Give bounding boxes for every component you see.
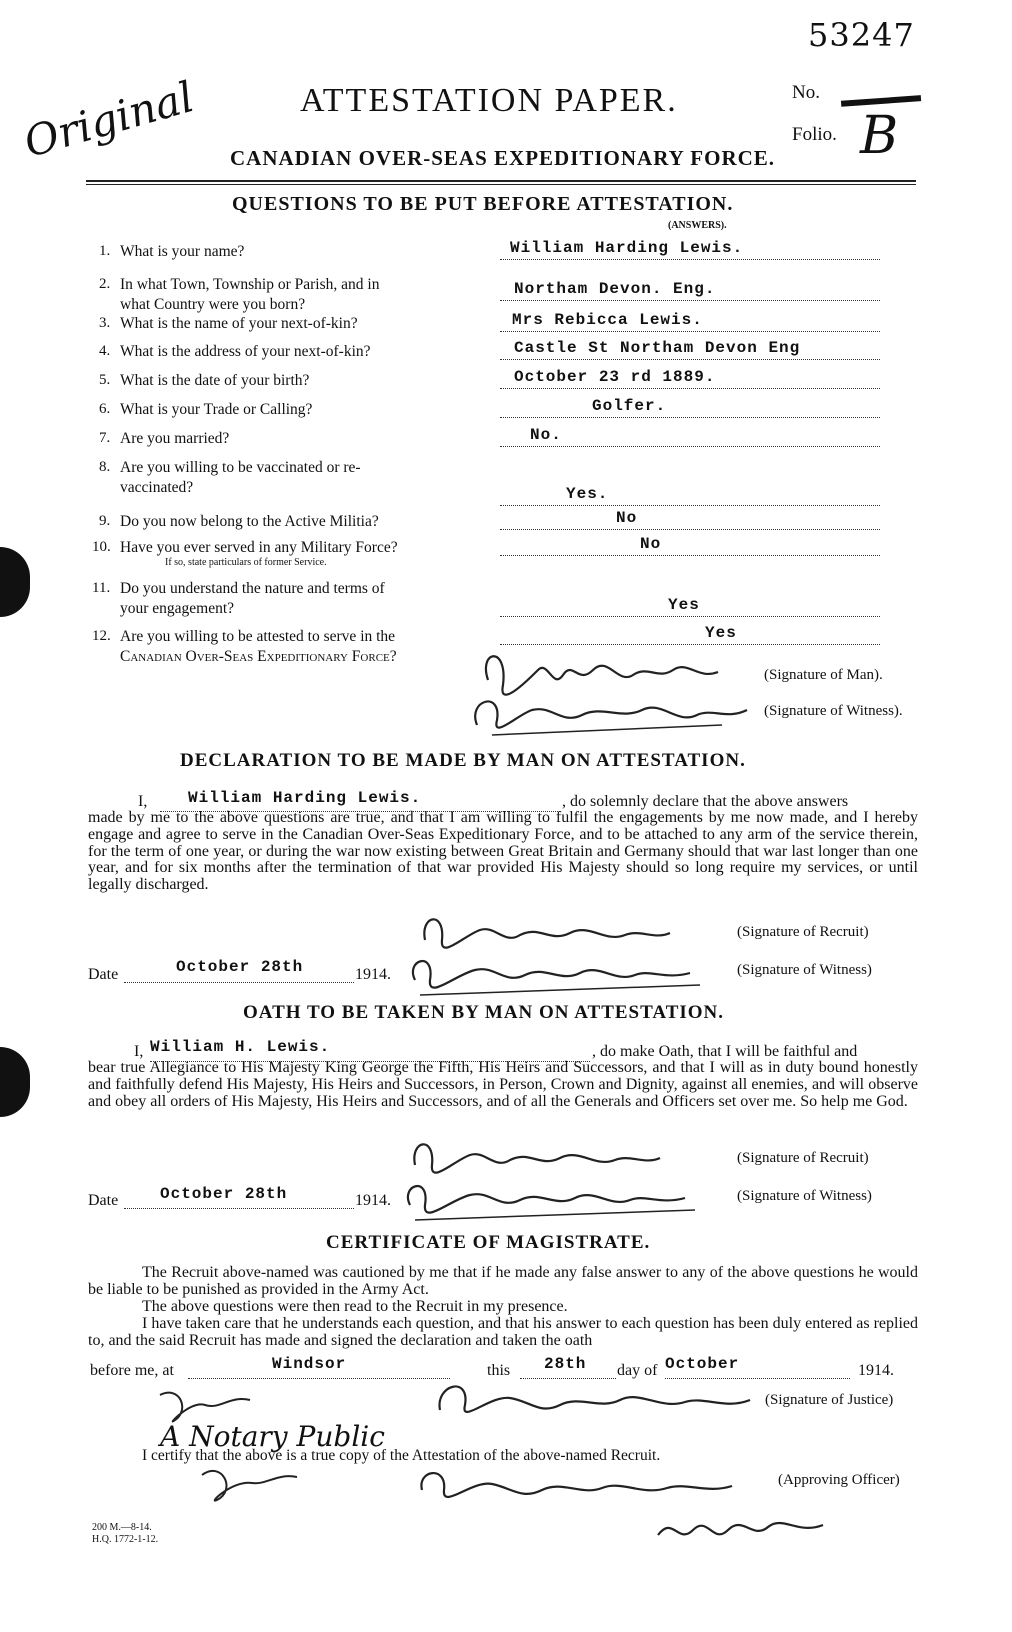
page-title: ATTESTATION PAPER. bbox=[300, 82, 678, 119]
magistrate-day: 28th bbox=[544, 1355, 587, 1373]
magistrate-heading: CERTIFICATE OF MAGISTRATE. bbox=[326, 1232, 651, 1253]
question-number: 10. bbox=[92, 539, 111, 555]
header-rule-2 bbox=[86, 184, 916, 185]
answers-label: (ANSWERS). bbox=[668, 220, 727, 231]
form-number-line2: H.Q. 1772-1-12. bbox=[92, 1534, 159, 1545]
answer-value: October 23 rd 1889. bbox=[514, 368, 716, 386]
question-text-continued: Canadian Over-Seas Expeditionary Force? bbox=[120, 648, 397, 665]
folio-label: Folio. bbox=[792, 124, 837, 145]
question-number: 2. bbox=[99, 276, 111, 292]
question-text: Do you now belong to the Active Militia? bbox=[120, 513, 379, 530]
answer-value: Yes bbox=[705, 624, 737, 642]
declaration-date-label: Date bbox=[88, 966, 119, 983]
question-text: What is the date of your birth? bbox=[120, 372, 310, 389]
question-number: 9. bbox=[99, 513, 111, 529]
approving-signature-initials bbox=[192, 1455, 312, 1515]
oath-name: William H. Lewis. bbox=[150, 1038, 331, 1056]
oath-text1: , do make Oath, that I will be faithful and bbox=[592, 1043, 858, 1060]
oath-sig-recruit-label: (Signature of Recruit) bbox=[737, 1150, 869, 1166]
questions-heading: QUESTIONS TO BE PUT BEFORE ATTESTATION. bbox=[232, 193, 734, 215]
question-number: 4. bbox=[99, 343, 111, 359]
answer-value: Northam Devon. Eng. bbox=[514, 280, 716, 298]
answer-value: Yes bbox=[668, 596, 700, 614]
question-text: What is your name? bbox=[120, 243, 245, 260]
witness-signature bbox=[462, 680, 762, 750]
regimental-number: 53247 bbox=[808, 16, 915, 54]
question-text: What is the address of your next-of-kin? bbox=[120, 343, 371, 360]
answer-value: No bbox=[616, 509, 638, 527]
question-text: Have you ever served in any Military Force? bbox=[120, 539, 398, 556]
declaration-text1: , do solemnly declare that the above answers bbox=[562, 793, 849, 810]
major-signature bbox=[648, 1505, 848, 1565]
oath-heading: OATH TO BE TAKEN BY MAN ON ATTESTATION. bbox=[243, 1002, 725, 1023]
justice-signature bbox=[430, 1370, 770, 1440]
question-text-continued: your engagement? bbox=[120, 600, 235, 617]
oath-prefix: I, bbox=[134, 1043, 144, 1060]
magistrate-place: Windsor bbox=[272, 1355, 347, 1373]
declaration-prefix: I, bbox=[138, 793, 148, 810]
answer-value: No bbox=[640, 535, 662, 553]
declaration-sig-witness-label: (Signature of Witness) bbox=[737, 962, 872, 978]
magistrate-p3: I have taken care that he understands each question, and that his answer to each question has been duly entered as replied to, and the said Recruit has made and signed the declaration and taken the oath bbox=[88, 1315, 918, 1349]
question-number: 11. bbox=[92, 580, 111, 596]
folio-value: B bbox=[860, 106, 899, 166]
magistrate-p2: The above questions were then read to the Recruit in my presence. bbox=[142, 1298, 568, 1315]
question-number: 3. bbox=[99, 315, 111, 331]
question-number: 12. bbox=[92, 628, 111, 644]
question-number: 7. bbox=[99, 430, 111, 446]
answer-value: Golfer. bbox=[592, 397, 667, 415]
day-of-label: day of bbox=[617, 1362, 658, 1379]
question-text: What is the name of your next-of-kin? bbox=[120, 315, 358, 332]
declaration-date: October 28th bbox=[176, 958, 304, 976]
declaration-body: made by me to the above questions are true, and that I am willing to fulfil the engagements by me now made, and I hereby engage and agree to serve in the Canadian Over-Seas Expeditionary Force, and to be attached to any arm of the service therein, for the term of one year, or during the war now existing between Great Britain and Germany should that war last longer than one year, and for six months after the termination of that war provided His Majesty should so long require my services, or until legally discharged. bbox=[88, 809, 918, 894]
notary-public-annotation: A Notary Public bbox=[160, 1420, 385, 1453]
hole-punch bbox=[0, 547, 30, 617]
answer-value: Mrs Rebicca Lewis. bbox=[512, 311, 703, 329]
question-text: Do you understand the nature and terms of bbox=[120, 580, 385, 597]
declaration-name: William Harding Lewis. bbox=[188, 789, 422, 807]
oath-witness-signature bbox=[395, 1170, 715, 1230]
oath-date: October 28th bbox=[160, 1185, 288, 1203]
magistrate-p1: The Recruit above-named was cautioned by me that if he made any false answer to any of the above questions he would be liable to be punished as provided in the Army Act. bbox=[88, 1264, 918, 1298]
question-text: Are you married? bbox=[120, 430, 230, 447]
question-text-continued: what Country were you born? bbox=[120, 296, 306, 313]
question-number: 1. bbox=[99, 243, 111, 259]
answer-value: No. bbox=[530, 426, 562, 444]
page-subtitle: CANADIAN OVER-SEAS EXPEDITIONARY FORCE. bbox=[230, 146, 776, 170]
answer-value: William Harding Lewis. bbox=[510, 239, 744, 257]
oath-date-label: Date bbox=[88, 1192, 119, 1209]
answer-value: Castle St Northam Devon Eng bbox=[514, 339, 801, 357]
question-number: 6. bbox=[99, 401, 111, 417]
hole-punch bbox=[0, 1047, 30, 1117]
form-number-line1: 200 M.—8-14. bbox=[92, 1522, 152, 1533]
question-text: Are you willing to be vaccinated or re- bbox=[120, 459, 361, 476]
declaration-sig-recruit-label: (Signature of Recruit) bbox=[737, 924, 869, 940]
sig-witness-label: (Signature of Witness). bbox=[764, 703, 903, 719]
question-text: In what Town, Township or Parish, and in bbox=[120, 276, 380, 293]
header-rule bbox=[86, 180, 916, 182]
sig-approving-label: (Approving Officer) bbox=[778, 1472, 900, 1488]
sig-justice-label: (Signature of Justice) bbox=[765, 1392, 894, 1408]
before-label: before me, at bbox=[90, 1362, 174, 1379]
struck-number bbox=[839, 65, 921, 106]
question-number: 5. bbox=[99, 372, 111, 388]
this-label: this bbox=[487, 1362, 511, 1379]
answer-value: Yes. bbox=[566, 485, 609, 503]
question-text: Are you willing to be attested to serve in the bbox=[120, 628, 396, 645]
question-text-continued: If so, state particulars of former Service. bbox=[165, 557, 327, 568]
oath-body: bear true Allegiance to His Majesty King George the Fifth, His Heirs and Successors, and that I will as in duty bound honestly and faithfully defend His Majesty, His Heirs and Successors, in Person, Crown and Dignity, against all enemies, and will observe and obey all orders of His Majesty, His Heirs and Successors, and of all the Generals and Officers set over me. So help me God. bbox=[88, 1059, 918, 1110]
no-label: No. bbox=[792, 82, 820, 103]
oath-year: 1914. bbox=[355, 1192, 391, 1209]
question-text-continued: vaccinated? bbox=[120, 479, 194, 496]
magistrate-year: 1914. bbox=[858, 1362, 894, 1379]
declaration-year: 1914. bbox=[355, 966, 391, 983]
original-annotation: Original bbox=[18, 71, 200, 168]
sig-man-label: (Signature of Man). bbox=[764, 667, 883, 683]
oath-sig-witness-label: (Signature of Witness) bbox=[737, 1188, 872, 1204]
declaration-witness-signature bbox=[400, 945, 720, 1005]
question-text: What is your Trade or Calling? bbox=[120, 401, 313, 418]
magistrate-month: October bbox=[665, 1355, 740, 1373]
question-number: 8. bbox=[99, 459, 111, 475]
declaration-heading: DECLARATION TO BE MADE BY MAN ON ATTESTATION. bbox=[180, 750, 746, 771]
certify-text: I certify that the above is a true copy of the Attestation of the above-named Recruit. bbox=[142, 1447, 661, 1464]
